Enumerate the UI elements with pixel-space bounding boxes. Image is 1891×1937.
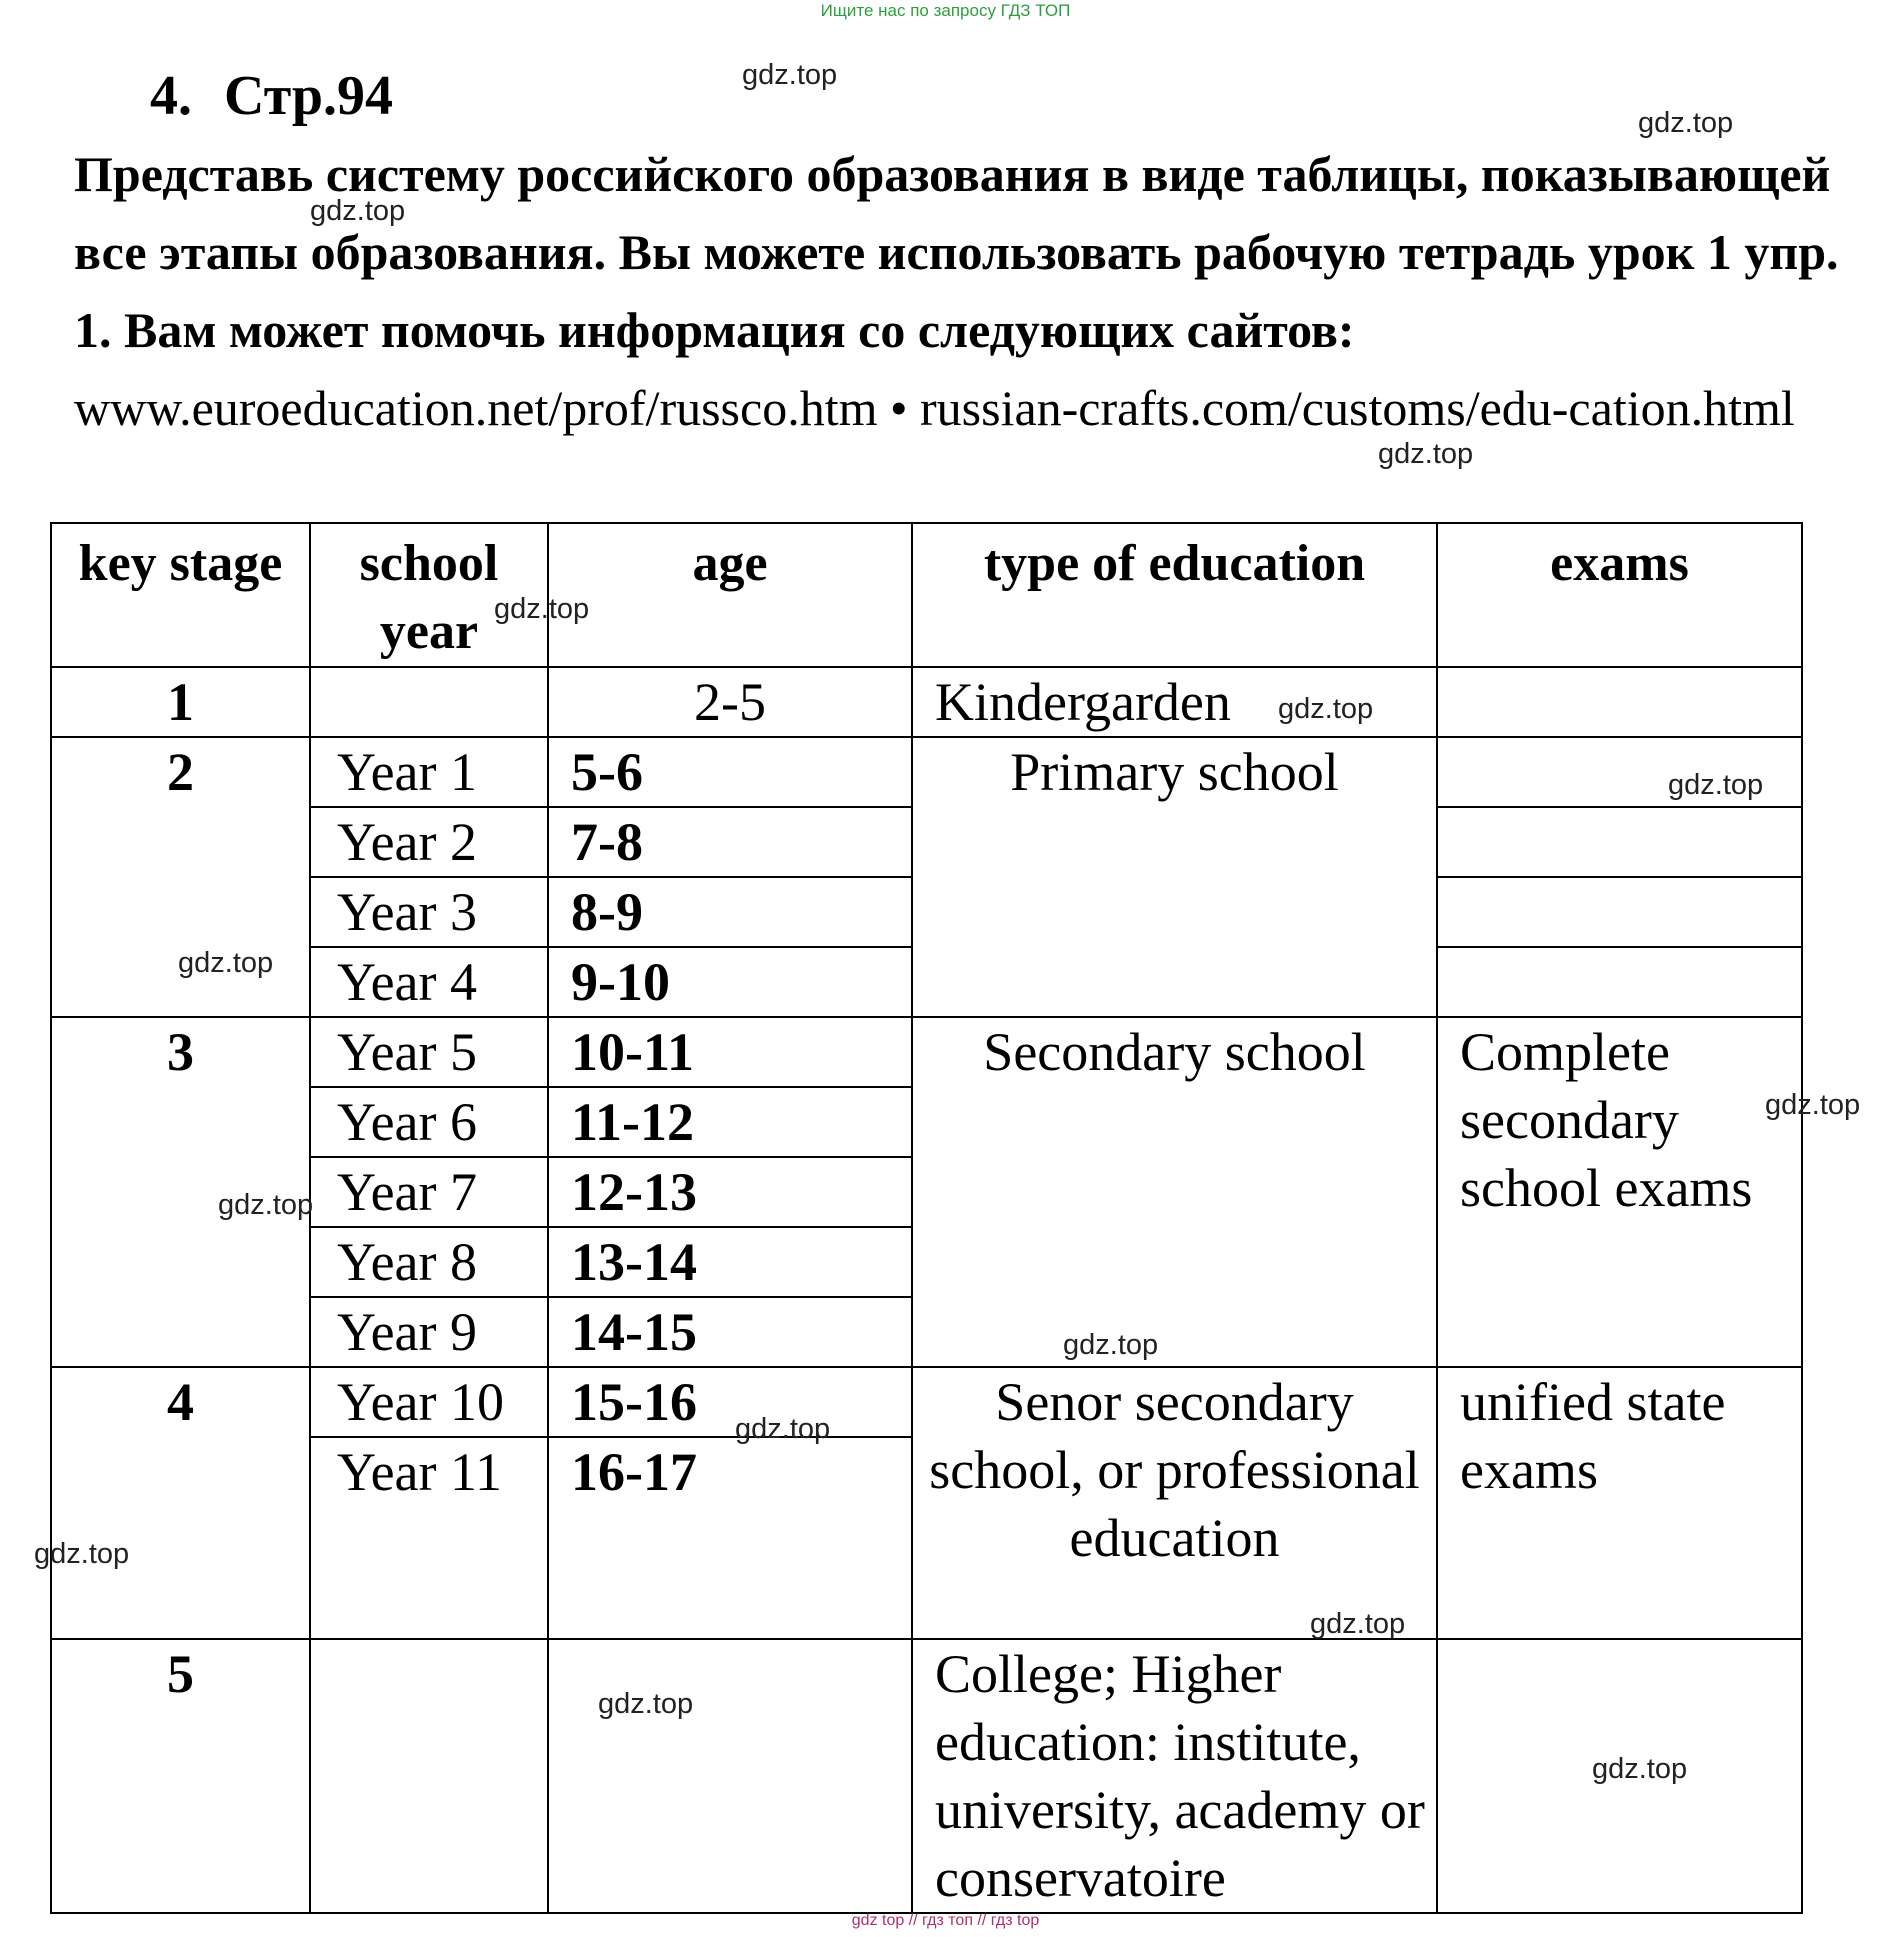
exams-cell: [1437, 807, 1802, 877]
age-cell: 14-15: [548, 1297, 912, 1367]
type-of-education-cell: Kindergarden: [912, 667, 1437, 737]
top-banner: Ищите нас по запросу ГДЗ ТОП: [820, 1, 1071, 20]
age-cell: [548, 1639, 912, 1913]
age-cell: 16-17: [548, 1437, 912, 1639]
task-number: 4.: [150, 65, 192, 127]
watermark-text: gdz.top: [178, 947, 274, 979]
header-age: age: [548, 523, 912, 667]
key-stage-cell: 5: [51, 1639, 310, 1913]
exams-cell: [1437, 947, 1802, 1017]
watermark-text: gdz.top: [1278, 693, 1374, 725]
header-school-year: school year: [310, 523, 548, 667]
age-cell: 9-10: [548, 947, 912, 1017]
school-year-cell: [310, 667, 548, 737]
age-cell: 13-14: [548, 1227, 912, 1297]
key-stage-cell: 2: [51, 737, 310, 1017]
type-of-education-cell: Primary school: [912, 737, 1437, 1017]
school-year-cell: Year 10: [310, 1367, 548, 1437]
watermark-text: gdz.top: [1310, 1608, 1406, 1640]
table-row: [51, 667, 1802, 737]
watermark-text: gdz.top: [735, 1413, 831, 1445]
age-cell: 5-6: [548, 737, 912, 807]
school-year-cell: Year 9: [310, 1297, 548, 1367]
watermark-text: gdz.top: [310, 195, 406, 227]
school-year-cell: Year 4: [310, 947, 548, 1017]
exams-cell: [1437, 877, 1802, 947]
age-cell: 15-16: [548, 1367, 912, 1437]
task-instruction: Представь систему российского образования в виде таблицы, показывающей все этапы образования. Вы можете использовать рабочую тетрадь урок 1 упр. 1. Вам может помочь информация со следующих сайтов:: [74, 146, 1839, 358]
school-year-cell: Year 8: [310, 1227, 548, 1297]
task-heading: [150, 62, 393, 130]
table-row: [51, 737, 1802, 807]
task-links: www.euroeducation.net/prof/russco.htm • russian-crafts.com/customs/edu-cation.html: [74, 380, 1795, 436]
school-year-cell: Year 2: [310, 807, 548, 877]
watermark-text: gdz.top: [34, 1538, 130, 1570]
exams-cell: Complete secondary school exams: [1437, 1017, 1802, 1367]
age-cell: 2-5: [548, 667, 912, 737]
table-row: [51, 1367, 1802, 1437]
school-year-cell: Year 6: [310, 1087, 548, 1157]
header-type-of-education: type of education: [912, 523, 1437, 667]
watermark-text: gdz.top: [1638, 107, 1734, 139]
school-year-cell: Year 5: [310, 1017, 548, 1087]
header-exams: exams: [1437, 523, 1802, 667]
age-cell: 7-8: [548, 807, 912, 877]
watermark-text: gdz.top: [494, 593, 590, 625]
header-key-stage: key stage: [51, 523, 310, 667]
exams-cell: unified state exams: [1437, 1367, 1802, 1639]
watermark-text: gdz.top: [1378, 438, 1474, 470]
school-year-cell: Year 11: [310, 1437, 548, 1639]
type-of-education-cell: Senor secondary school, or professional education: [912, 1367, 1437, 1639]
table-header-row: [51, 523, 1802, 667]
watermark-text: gdz.top: [1592, 1753, 1688, 1785]
type-of-education-cell: Secondary school: [912, 1017, 1437, 1367]
age-cell: 8-9: [548, 877, 912, 947]
watermark-text: gdz.top: [1765, 1089, 1861, 1121]
school-year-cell: Year 1: [310, 737, 548, 807]
watermark-text: gdz.top: [218, 1189, 314, 1221]
school-year-cell: [310, 1639, 548, 1913]
age-cell: 10-11: [548, 1017, 912, 1087]
task-text: [74, 135, 1864, 447]
watermark-text: gdz.top: [1063, 1329, 1159, 1361]
school-year-cell: Year 3: [310, 877, 548, 947]
key-stage-cell: 3: [51, 1017, 310, 1367]
watermark-text: gdz.top: [742, 59, 838, 91]
age-cell: 12-13: [548, 1157, 912, 1227]
type-of-education-cell: College; Higher education: institute, university, academy or conservatoire: [912, 1639, 1437, 1913]
watermark-text: gdz.top: [598, 1688, 694, 1720]
exams-cell: [1437, 667, 1802, 737]
age-cell: 11-12: [548, 1087, 912, 1157]
key-stage-cell: 1: [51, 667, 310, 737]
school-year-cell: Year 7: [310, 1157, 548, 1227]
key-stage-cell: 4: [51, 1367, 310, 1639]
task-page: Стр.94: [224, 65, 394, 127]
footer: gdz top // гдз топ // гдз top: [851, 1912, 1040, 1929]
table-row: [51, 1639, 1802, 1913]
table-row: [51, 1017, 1802, 1087]
watermark-text: gdz.top: [1668, 769, 1764, 801]
